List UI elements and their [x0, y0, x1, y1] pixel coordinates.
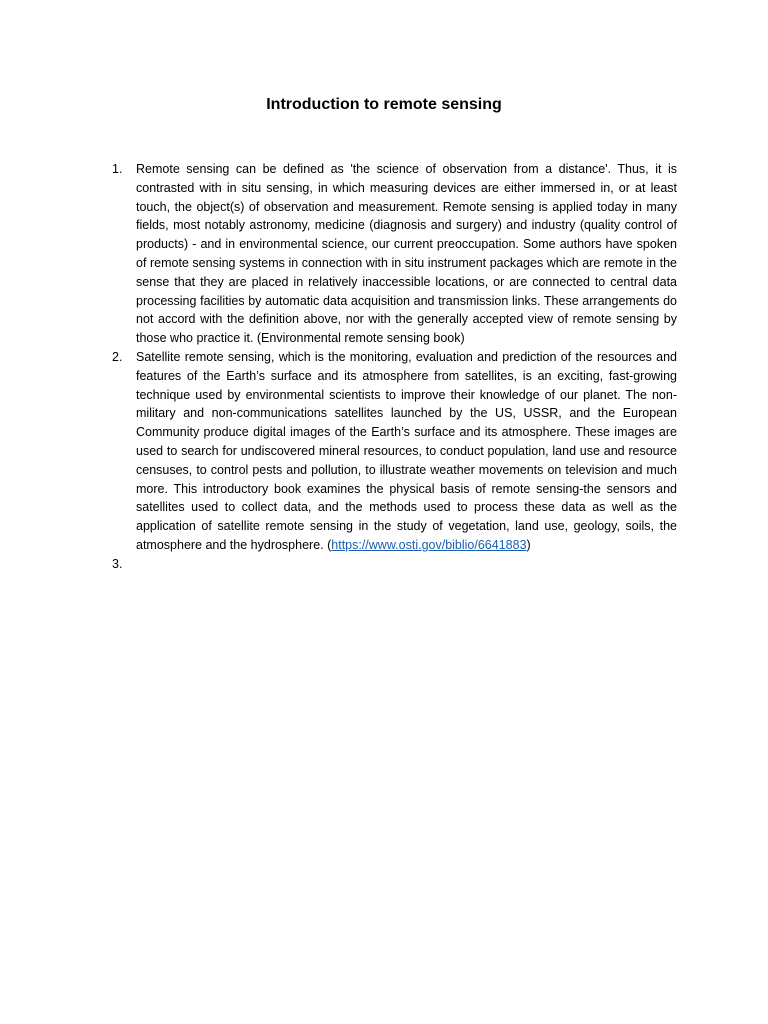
source-link[interactable]: https://www.osti.gov/biblio/6641883 [331, 537, 527, 552]
list-item-text: Satellite remote sensing, which is the monitoring, evaluation and prediction of the resources and features of the Earth’s surface and its atmosphere from satellites, is an exciting, fast-growing technique used by environmental scientists to improve their knowledge of our planet. The non-military and non-communications satellites launched by the US, USSR, and the European Community produce digital images of the Earth’s surface and its atmosphere. These images are used to search for undiscovered mineral resources, to conduct population, land use and resource censuses, to control pests and pollution, to illustrate weather movements on television and much more. This introductory book examines the physical basis of remote sensing-the sensors and satellites used to collect data, and the methods used to process these data as well as the application of satellite remote sensing in the study of vegetation, land use, geology, soils, the atmosphere and the hydrosphere. ( [136, 349, 677, 552]
numbered-list [112, 160, 677, 574]
list-item-empty[interactable] [112, 555, 677, 574]
list-item [112, 348, 677, 555]
list-item-text-closing: ) [526, 537, 531, 552]
list-item-text: Remote sensing can be defined as 'the science of observation from a distance'. Thus, it is contrasted with in situ sensing, in which measuring devices are either immersed in, or at least touch, the object(s) of observation and measurement. Remote sensing is applied today in many fields, most notably astronomy, medicine (diagnosis and surgery) and industry (quality control of products) - and in environmental science, our current preoccupation. Some authors have spoken of remote sensing systems in connection with in situ instrument packages which are remote in the sense that they are placed in relatively inaccessible locations, or are connected to central data processing facilities by automatic data acquisition and transmission links. These arrangements do not accord with the definition above, nor with the generally accepted view of remote sensing by those who practice it. (Environmental remote sensing book) [136, 162, 677, 346]
empty-list-line [136, 555, 677, 574]
list-item-number: 1. [112, 162, 123, 176]
list-item-number: 2. [112, 349, 123, 364]
document-title: Introduction to remote sensing [266, 96, 502, 113]
list-item-number: 3. [112, 556, 123, 571]
list-item [112, 160, 677, 348]
